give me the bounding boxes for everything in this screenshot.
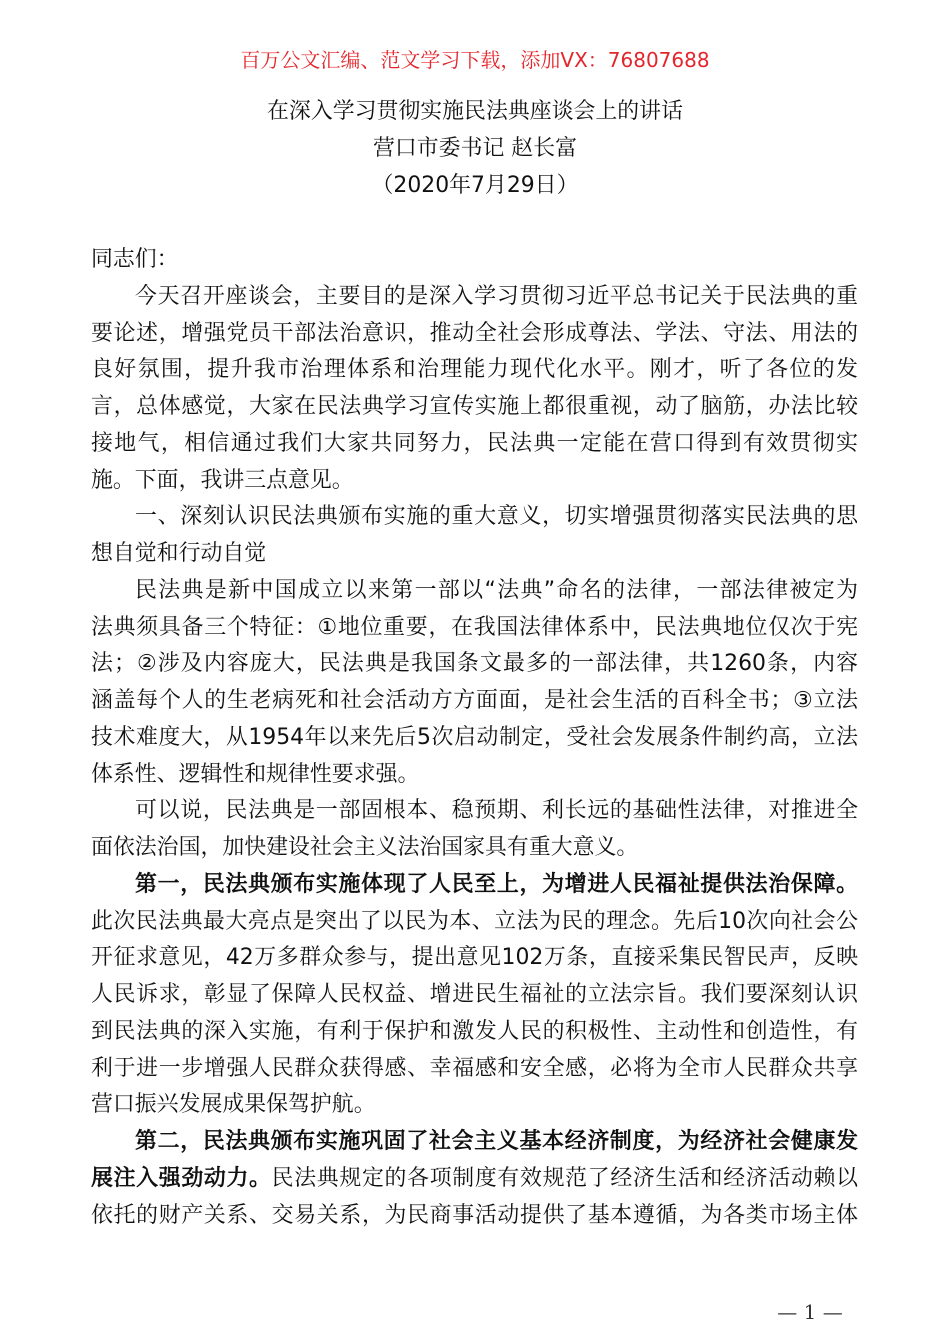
text-segment: 一、深刻认识民法典颁布实施的重大意义，切实增强贯彻落实民法典的思 — [135, 504, 858, 530]
paragraph — [91, 573, 858, 794]
date-line: （2020年7月29日） — [371, 173, 579, 198]
text-line — [91, 867, 858, 904]
text-segment: 法；②涉及内容庞大，民法典是我国条文最多的一部法律，共1260条，内容 — [91, 651, 858, 677]
text-line — [91, 316, 858, 353]
text-line — [91, 646, 858, 683]
text-line — [91, 1198, 858, 1235]
text-line — [91, 1161, 858, 1198]
paragraph — [91, 242, 858, 279]
text-line — [91, 1087, 858, 1124]
text-segment: 开征求意见，42万多群众参与，提出意见102万条，直接采集民智民声，反映 — [91, 945, 858, 971]
document-body — [91, 242, 858, 1234]
text-line — [91, 793, 858, 830]
text-segment: 涵盖每个人的生老病死和社会活动方方面面，是社会生活的百科全书；③立法 — [91, 688, 858, 713]
text-segment: 技术难度大，从1954年以来先后5次启动制定，受社会发展条件制约高，立法 — [91, 724, 858, 750]
text-line — [91, 1124, 858, 1161]
text-line — [91, 977, 858, 1014]
bold-text: 第二，民法典颁布实施巩固了社会主义基本经济制度，为经济社会健康发 — [135, 1129, 858, 1154]
text-segment: 面依法治国，加快建设社会主义法治国家具有重大意义。 — [91, 835, 639, 860]
text-line — [91, 242, 858, 279]
text-segment: 营口振兴发展成果保驾护航。 — [91, 1092, 376, 1118]
text-line — [91, 279, 858, 316]
text-line — [91, 1014, 858, 1051]
text-segment: 此次民法典最大亮点是突出了以民为本、立法为民的理念。先后10次向社会公 — [91, 908, 858, 934]
text-line — [91, 573, 858, 610]
text-segment: 人民诉求，彰显了保障人民权益、增进民生福祉的立法宗旨。我们要深刻认识 — [91, 982, 858, 1007]
paragraph — [91, 793, 858, 867]
text-line — [91, 352, 858, 389]
text-segment: 想自觉和行动自觉 — [91, 541, 267, 566]
text-line — [91, 940, 858, 977]
text-segment: 今天召开座谈会，主要目的是深入学习贯彻习近平总书记关于民法典的重 — [135, 283, 858, 309]
text-line — [91, 536, 858, 573]
text-segment: 到民法典的深入实施，有利于保护和激发人民的积极性、主动性和创造性，有 — [91, 1018, 858, 1044]
text-line — [91, 904, 858, 941]
text-segment: 要论述，增强党员干部法治意识，推动全社会形成尊法、学法、守法、用法的 — [91, 320, 858, 346]
text-line — [91, 757, 858, 794]
text-segment: 法典须具备三个特征：①地位重要，在我国法律体系中，民法典地位仅次于宪 — [91, 614, 858, 640]
text-segment: 依托的财产关系、交易关系，为民商事活动提供了基本遵循，为各类市场主体 — [91, 1202, 858, 1228]
watermark-banner: 百万公文汇编、范文学习下载，添加VX：76807688 — [240, 48, 710, 72]
text-segment: 接地气，相信通过我们大家共同努力，民法典一定能在营口得到有效贯彻实 — [91, 430, 858, 456]
text-line — [91, 683, 858, 720]
paragraph — [91, 867, 858, 1124]
text-line — [91, 830, 858, 867]
text-segment: 体系性、逻辑性和规律性要求强。 — [91, 761, 420, 787]
text-segment: 民法典规定的各项制度有效规范了经济生活和经济活动赖以 — [271, 1165, 858, 1191]
text-line — [91, 720, 858, 757]
document-title: 在深入学习贯彻实施民法典座谈会上的讲话 — [267, 99, 683, 124]
text-segment: 同志们： — [91, 247, 179, 272]
page-number: — 1 — — [777, 1300, 843, 1324]
text-line — [91, 499, 858, 536]
bold-text: 第一，民法典颁布实施体现了人民至上，为增进人民福祉提供法治保障。 — [135, 871, 858, 897]
text-line — [91, 610, 858, 647]
text-segment: 可以说，民法典是一部固根本、稳预期、利长远的基础性法律，对推进全 — [135, 798, 858, 824]
bold-text: 展注入强劲动力。 — [91, 1165, 272, 1191]
text-line — [91, 389, 858, 426]
text-segment: 言，总体感觉，大家在民法典学习宣传实施上都很重视，动了脑筋，办法比较 — [91, 394, 858, 419]
text-segment: 民法典是新中国成立以来第一部以“法典”命名的法律，一部法律被定为 — [135, 577, 858, 603]
author-line: 营口市委书记 赵长富 — [373, 136, 577, 161]
paragraph — [91, 1124, 858, 1234]
text-line — [91, 1051, 858, 1088]
paragraph — [91, 499, 858, 573]
text-segment: 利于进一步增强人民群众获得感、幸福感和安全感，必将为全市人民群众共享 — [91, 1055, 858, 1081]
text-segment: 良好氛围，提升我市治理体系和治理能力现代化水平。刚才，听了各位的发 — [91, 357, 858, 383]
text-line — [91, 426, 858, 463]
text-segment: 施。下面，我讲三点意见。 — [91, 467, 354, 493]
paragraph — [91, 279, 858, 500]
text-line — [91, 463, 858, 500]
